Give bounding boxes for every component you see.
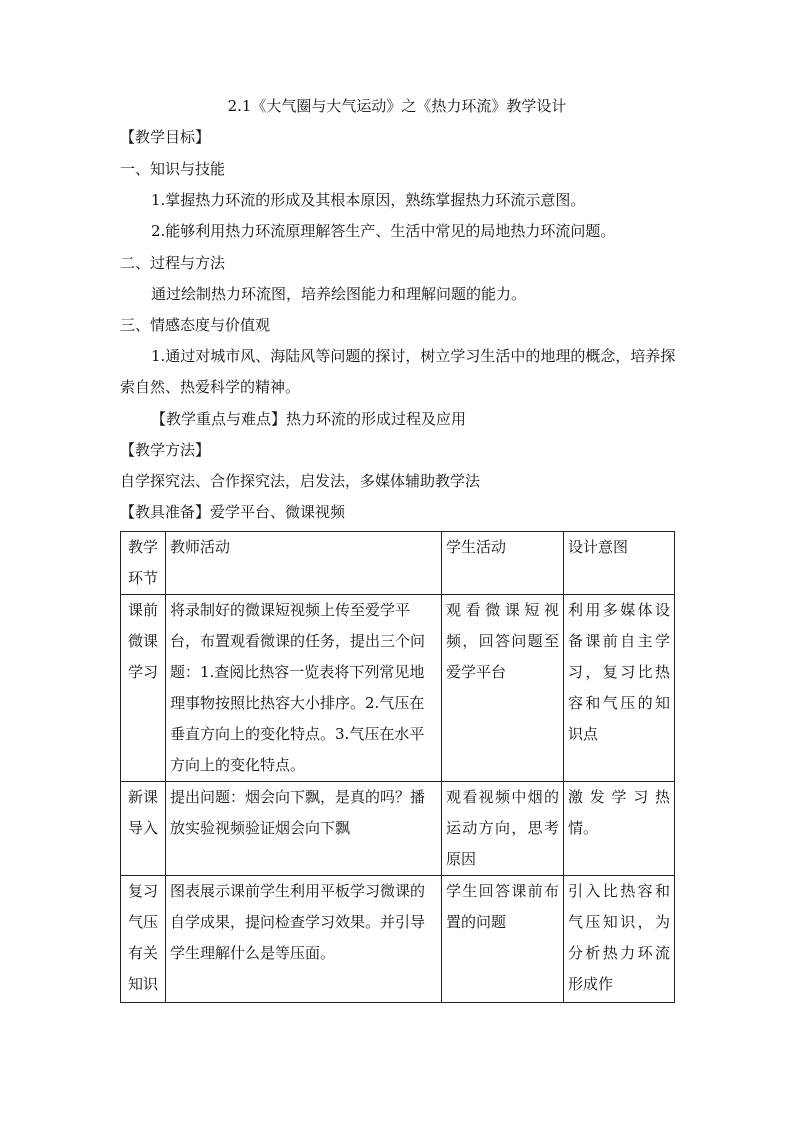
row-student: 学生回答课前布置的问题 xyxy=(442,876,564,1003)
table-row xyxy=(121,595,675,782)
document-title: 2.1《大气圈与大气运动》之《热力环流》教学设计 xyxy=(227,97,567,115)
row-teacher: 图表展示课前学生利用平板学习微课的自学成果，提问检查学习效果。并引导学生理解什么是等压面。 xyxy=(166,876,442,1003)
row-intent: 激发学习热情。 xyxy=(564,782,675,876)
section-knowledge-heading: 一、知识与技能 xyxy=(120,160,226,178)
section-attitude-heading: 三、情感态度与价值观 xyxy=(120,316,271,334)
header-teacher: 教师活动 xyxy=(166,532,442,595)
row-intent: 利用多媒体设备课前自主学习，复习比热容和气压的知识点 xyxy=(564,595,675,782)
row-stage: 课前 微课 学习 xyxy=(121,595,166,782)
table-row xyxy=(121,782,675,876)
knowledge-item-2: 2.能够利用热力环流原理解答生产、生活中常见的局地热力环流问题。 xyxy=(151,222,616,240)
lesson-table xyxy=(120,531,675,1003)
attitude-text: 1.通过对城市风、海陆风等问题的探讨，树立学习生活中的地理的概念，培养探索自然、热爱科学的精神。 xyxy=(120,347,676,396)
methods-heading: 【教学方法】 xyxy=(120,441,211,459)
section-process-heading: 二、过程与方法 xyxy=(120,254,226,272)
knowledge-item-1: 1.掌握热力环流的形成及其根本原因，熟练掌握热力环流示意图。 xyxy=(151,191,586,209)
row-student: 观看视频中烟的运动方向，思考原因 xyxy=(442,782,564,876)
table-row xyxy=(121,876,675,1003)
goals-heading: 【教学目标】 xyxy=(120,128,211,146)
row-stage: 复习 气压 有关 知识 xyxy=(121,876,166,1003)
tools-text: 【教具准备】爱学平台、微课视频 xyxy=(120,503,346,521)
row-student: 观看微课短视频，回答问题至爱学平台 xyxy=(442,595,564,782)
process-text: 通过绘制热力环流图，培养绘图能力和理解问题的能力。 xyxy=(151,285,527,303)
methods-text: 自学探究法、合作探究法，启发法，多媒体辅助教学法 xyxy=(120,472,481,490)
row-intent: 引入比热容和气压知识，为分析热力环流形成作 xyxy=(564,876,675,1003)
row-stage: 新课 导入 xyxy=(121,782,166,876)
key-points: 【教学重点与难点】热力环流的形成过程及应用 xyxy=(151,410,467,428)
header-intent: 设计意图 xyxy=(564,532,675,595)
table-header-row xyxy=(121,532,675,595)
header-stage: 教学 环节 xyxy=(121,532,166,595)
row-teacher: 提出问题：烟会向下飘，是真的吗？播放实验视频验证烟会向下飘 xyxy=(166,782,442,876)
header-student: 学生活动 xyxy=(442,532,564,595)
row-teacher: 将录制好的微课短视频上传至爱学平台，布置观看微课的任务，提出三个问题：1.查阅比热容一览表将下列常见地理事物按照比热容大小排序。2.气压在垂直方向上的变化特点。3.气压在水平方向上的变化特点。 xyxy=(166,595,442,782)
